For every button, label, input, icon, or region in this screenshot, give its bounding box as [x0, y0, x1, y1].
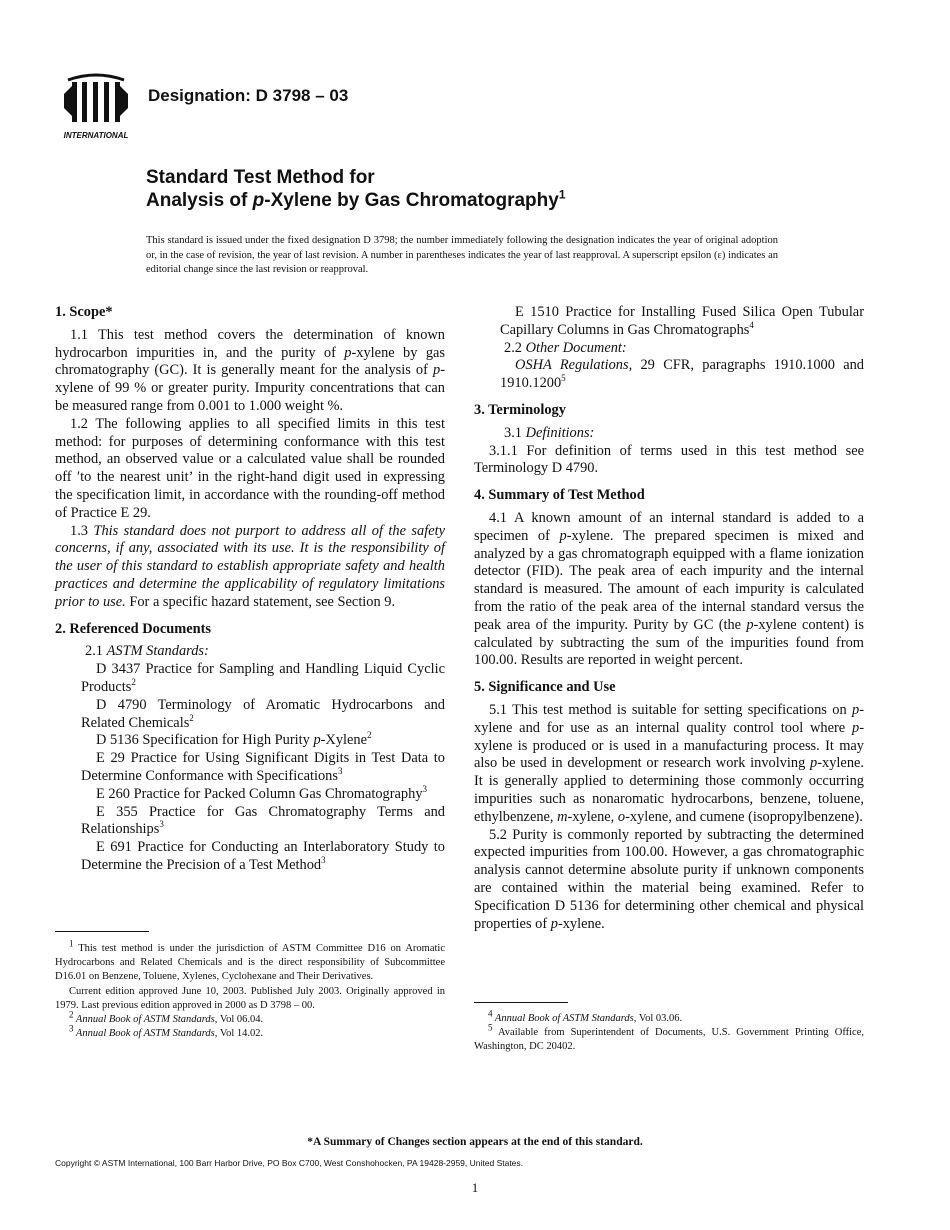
footnote-1: $^1$ This test method is under the jurisdiction of ASTM Committee D16 on Aromatic Hydrocarbons and Related Chemicals and is the direct responsibility of Subcommittee D16.01 on Benzene, Toluene, Xylenes, Cyclohexane and Their Derivatives. [55, 938, 445, 983]
astm-standards-label: 2.1 ASTM Standards: [85, 643, 209, 660]
right-column [474, 304, 864, 933]
ref-e1510: E 1510 Practice for Installing Fused Silica Open Tubular Capillary Columns in Gas Chromatographs$^4$ [500, 304, 864, 338]
footnote-3: $^3$ Annual Book of ASTM Standards, Vol 14.02. [69, 1023, 264, 1040]
page-number: 1 [471, 1180, 479, 1195]
ref-d3437: D 3437 Practice for Sampling and Handling Liquid Cyclic Products$^2$ [81, 661, 445, 695]
section-heading-scope: 1. Scope* [55, 304, 113, 320]
designation: Designation: D 3798 – 03 [148, 86, 349, 105]
terminology-3-1-1: 3.1.1 For definition of terms used in this test method see Terminology D 4790. [474, 442, 864, 477]
scope-1-2: 1.2 The following applies to all specified limits in this test method: for purposes of determining conformance with this test method, an observed value or a calculated value shall be rounded off ′to the nearest unit’ in the right-hand digit used in expressing the specification limit, in accordance with the rounding-off method of Practice E 29. [55, 415, 445, 521]
section-heading-significance: 5. Significance and Use [474, 679, 616, 696]
summary-of-changes-note: *A Summary of Changes section appears at the end of this standard. [307, 1136, 643, 1148]
section-heading-terminology: 3. Terminology [474, 401, 566, 418]
footnotes-left [55, 938, 445, 1041]
footnote-rule-right [474, 1002, 568, 1003]
ref-e691: E 691 Practice for Conducting an Interlaboratory Study to Determine the Precision of a Test Method$^3$ [81, 839, 445, 873]
other-document-label: 2.2 Other Document: [504, 339, 627, 356]
footnote-5: $^5$ Available from Superintendent of Documents, U.S. Government Printing Office, Washington, DC 20402. [474, 1022, 864, 1053]
preamble: This standard is issued under the fixed designation D 3798; the number immediately following the designation indicates the year of original adoption or, in the case of revision, the year of last revision. A number in parentheses indicates the year of last reapproval. A superscript epsilon (ε) indicates an editorial change since the last revision or reapproval. [146, 235, 778, 275]
astm-logo [58, 72, 134, 142]
ref-d4790: D 4790 Terminology of Aromatic Hydrocarbons and Related Chemicals$^2$ [81, 696, 445, 731]
footnote-4: $^4$ Annual Book of ASTM Standards, Vol 03.06. [488, 1008, 683, 1024]
ref-e355: E 355 Practice for Gas Chromatography Terms and Relationships$^3$ [81, 803, 445, 838]
significance-5-1: 5.1 This test method is suitable for setting specifications on p-xylene and for use as an internal quality control tool where p-xylene is produced or is used in a manufacturing process. It may also be used in development or research work involving p-xylene. It is generally applied to determining those commonly occurring impurities such as nonaromatic hydrocarbons, benzene, toluene, ethylbenzene, m-xylene, o-xylene, and cumene (isopropylbenzene). [474, 701, 864, 825]
significance-5-2: 5.2 Purity is commonly reported by subtracting the determined expected impurities from 100.00. However, a gas chromatographic analysis cannot determine absolute purity if unknown components are contained within the material being examined. Refer to Specification D 5136 for determining other chemical and physical properties of p-xylene. [474, 826, 864, 932]
footnote-2: $^2$ Annual Book of ASTM Standards, Vol 06.04. [69, 1009, 264, 1026]
title-line-1: Standard Test Method for [146, 167, 375, 188]
definitions-label: 3.1 Definitions: [504, 424, 595, 441]
summary-4-1: 4.1 A known amount of an internal standard is added to a specimen of p-xylene. The prepared specimen is mixed and analyzed by a gas chromatograph equipped with a flame ionization detector (FID). The peak area of each impurity and the internal standard is measured. The amount of each impurity is calculated from the ratio of the peak area of the internal standard versus the peak area of the impurity. Purity by GC (the p-xylene content) is calculated by subtracting the sum of the impurities found from 100.00. Results are reported in weight percent. [474, 509, 864, 669]
scope-1-3: 1.3 This standard does not purport to address all of the safety concerns, if any, associated with its use. It is the responsibility of the user of this standard to establish appropriate safety and health practices and determine the applicability of regulatory limitations prior to use. For a specific hazard statement, see Section 9. [55, 522, 445, 610]
logo-subtitle: INTERNATIONAL [63, 131, 129, 140]
title-line-2: Analysis of p-Xylene by Gas Chromatography$^1$ [146, 187, 566, 211]
scope-1-1: 1.1 This test method covers the determination of known hydrocarbon impurities in, and the purity of p-xylene by gas chromatography (GC). It is generally meant for the analysis of p-xylene of 99 % or greater purity. Impurity concentrations that can be measured range from 0.001 to 1.000 weight %. [55, 326, 445, 414]
copyright: Copyright © ASTM International, 100 Barr Harbor Drive, PO Box C700, West Conshohocken, PA 19428-2959, United States. [55, 1158, 524, 1168]
section-heading-referenced-documents: 2. Referenced Documents [55, 620, 211, 637]
section-heading-summary: 4. Summary of Test Method [474, 487, 645, 504]
document-title [146, 166, 566, 212]
left-column [55, 304, 445, 875]
ref-osha: OSHA Regulations, 29 CFR, paragraphs 1910.1000 and 1910.1200$^5$ [500, 357, 864, 392]
ref-d5136: D 5136 Specification for High Purity p-Xylene$^2$ [96, 730, 372, 749]
footnotes-right [474, 1008, 864, 1055]
ref-e260: E 260 Practice for Packed Column Gas Chromatography$^3$ [96, 783, 428, 802]
footnote-rule-left [55, 931, 149, 932]
ref-e29: E 29 Practice for Using Significant Digits in Test Data to Determine Conformance with Specifications$^3$ [81, 750, 445, 784]
footnote-1b: Current edition approved June 10, 2003. Published July 2003. Originally approved in 1979. Last previous edition approved in 2000 as D 3798 – 00. [55, 985, 445, 1011]
